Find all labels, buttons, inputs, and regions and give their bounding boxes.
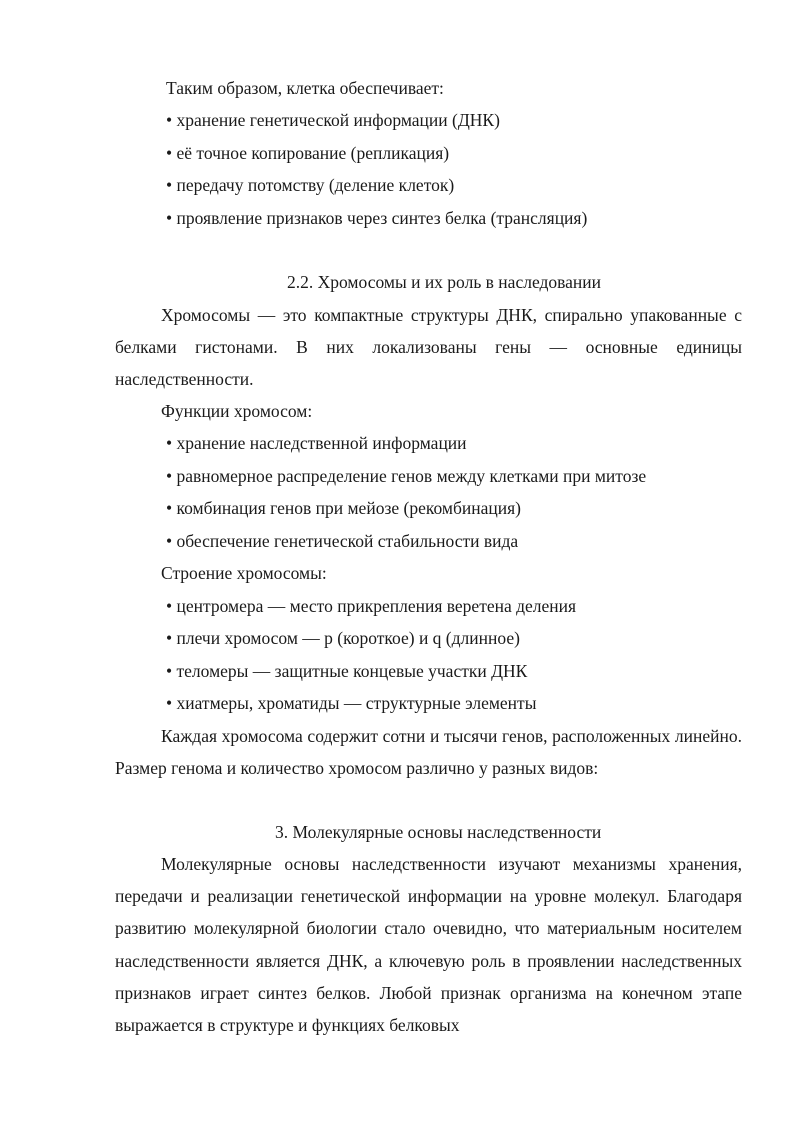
paragraph: Молекулярные основы наследственности изучают механизмы хранения, передачи и реализации генетической информации на уровне молекул. Благодаря развитию молекулярной биологии стало очевидно, что материальным носителем наследственности является ДНК, а ключевую роль в проявлении наследственных признаков играет синтез белков. Любой признак организма на конечном этапе выражается в структуре и функциях белковых [115,854,742,1036]
list-item: • её точное копирование (репликация) [166,143,450,163]
list-item: • проявление признаков через синтез белка (трансляция) [166,208,588,228]
list-item: • центромера — место прикрепления веретена деления [166,596,577,616]
paragraph: Каждая хромосома содержит сотни и тысячи генов, расположенных линейно. Размер генома и количество хромосом различно у разных видов: [115,726,742,779]
section-heading: 3. Молекулярные основы наследственности [275,822,602,842]
list-item: • равномерное распределение генов между клетками при митозе [166,466,647,486]
functions-label: Функции хромосом: [161,401,313,421]
list-item: • хранение генетической информации (ДНК) [166,110,500,130]
paragraph: Хромосомы — это компактные структуры ДНК, спирально упакованные с белками гистонами. В них локализованы гены — основные единицы наследственности. [115,305,742,390]
structure-label: Строение хромосомы: [161,563,327,583]
section-heading: 2.2. Хромосомы и их роль в наследовании [287,272,602,292]
list-item: • теломеры — защитные концевые участки ДНК [166,661,528,681]
list-item: • передачу потомству (деление клеток) [166,175,455,195]
list-item: • хранение наследственной информации [166,433,467,453]
intro-text: Таким образом, клетка обеспечивает: [166,78,444,98]
list-item: • обеспечение генетической стабильности вида [166,531,519,551]
list-item: • хиатмеры, хроматиды — структурные элементы [166,693,537,713]
list-item: • плечи хромосом — p (короткое) и q (длинное) [166,628,520,648]
list-item: • комбинация генов при мейозе (рекомбинация) [166,498,521,518]
